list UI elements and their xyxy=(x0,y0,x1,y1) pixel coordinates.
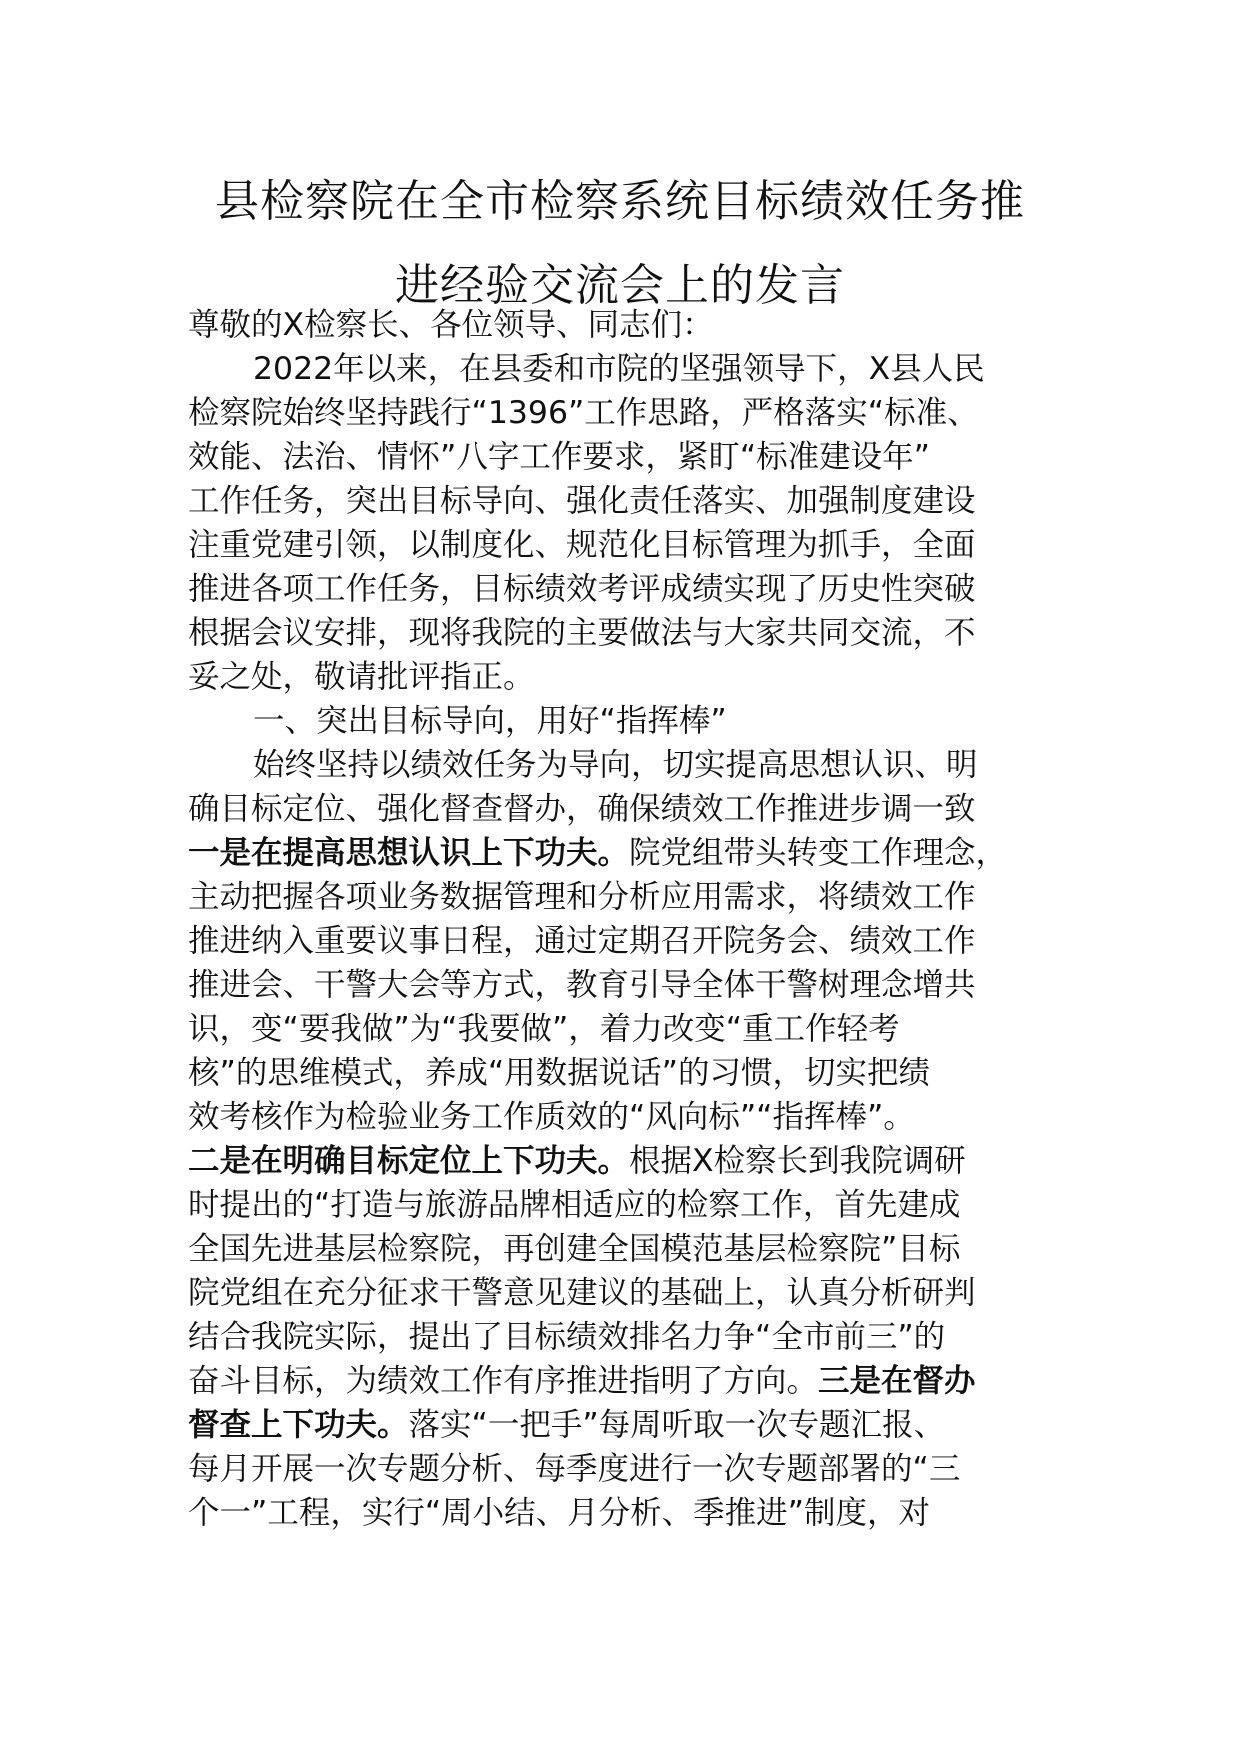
paragraph-line: 注重党建引领，以制度化、规范化目标管理为抓手，全面 xyxy=(188,527,976,563)
point-1-line xyxy=(188,831,1088,875)
paragraph-line: 主动把握各项业务数据管理和分析应用需求，将绩效工作 xyxy=(188,879,976,915)
paragraph-line: 检察院始终坚持践行“1396”工作思路，严格落实“标准、 xyxy=(188,395,979,431)
paragraph-line: 个一”工程，实行“周小结、月分析、季推进”制度，对 xyxy=(188,1495,930,1531)
point-3-text: 落实“一把手”每周听取一次专题汇报、 xyxy=(408,1407,946,1443)
paragraph-line: 妥之处，敬请批评指正。 xyxy=(188,659,535,695)
paragraph-line: 确目标定位、强化督查督办，确保绩效工作推进步调一致 xyxy=(188,791,976,827)
paragraph-line: 结合我院实际，提出了目标绩效排名力争“全市前三”的 xyxy=(188,1319,946,1355)
paragraph-line: 效能、法治、情怀”八字工作要求，紧盯“标准建设年” xyxy=(188,439,930,475)
paragraph-line: 推进会、干警大会等方式，教育引导全体干警树理念增共 xyxy=(188,967,976,1003)
greeting: 尊敬的X检察长、各位领导、同志们： xyxy=(188,307,714,343)
paragraph-line: 院党组在充分征求干警意见建议的基础上，认真分析研判 xyxy=(188,1275,976,1311)
point-3-heading-end: 督查上下功夫。 xyxy=(188,1407,409,1443)
paragraph-line: 始终坚持以绩效任务为导向，切实提高思想认识、明 xyxy=(253,747,978,783)
paragraph-line: 识，变“要我做”为“我要做”，着力改变“重工作轻考 xyxy=(188,1011,900,1047)
point-3-heading-start: 三是在督办 xyxy=(818,1363,976,1399)
point-2-line xyxy=(188,1139,1088,1183)
section-heading: 一、突出目标导向，用好“指挥棒” xyxy=(253,703,727,739)
paragraph-line: 推进各项工作任务，目标绩效考评成绩实现了历史性突破 xyxy=(188,571,976,607)
paragraph-line: 核”的思维模式，养成“用数据说话”的习惯，切实把绩 xyxy=(188,1055,930,1091)
paragraph-line: 全国先进基层检察院，再创建全国模范基层检察院”目标 xyxy=(188,1231,961,1267)
point-2-text: 根据X检察长到我院调研 xyxy=(629,1143,966,1179)
point-2-closing: 奋斗目标，为绩效工作有序推进指明了方向。 xyxy=(188,1363,819,1399)
document-title-line-1: 县检察院在全市检察系统目标绩效任务推 xyxy=(215,176,1025,227)
document-title-line-2: 进经验交流会上的发言 xyxy=(395,260,845,311)
point-1-heading: 一是在提高思想认识上下功夫。 xyxy=(188,835,630,871)
paragraph-line: 每月开展一次专题分析、每季度进行一次专题部署的“三 xyxy=(188,1451,961,1487)
paragraph-line: 工作任务，突出目标导向、强化责任落实、加强制度建设 xyxy=(188,483,976,519)
point-1-text: 院党组带头转变工作理念， xyxy=(629,835,1008,871)
point-3-line xyxy=(188,1359,1088,1403)
point-2-heading: 二是在明确目标定位上下功夫。 xyxy=(188,1143,630,1179)
paragraph-line: 时提出的“打造与旅游品牌相适应的检察工作，首先建成 xyxy=(188,1187,961,1223)
point-3-line xyxy=(188,1403,1088,1447)
paragraph-line: 2022年以来，在县委和市院的坚强领导下，X县人民 xyxy=(253,351,985,387)
paragraph-line: 推进纳入重要议事日程，通过定期召开院务会、绩效工作 xyxy=(188,923,976,959)
paragraph-line: 根据会议安排，现将我院的主要做法与大家共同交流，不 xyxy=(188,615,976,651)
paragraph-line: 效考核作为检验业务工作质效的“风向标”“指挥棒”。 xyxy=(188,1099,915,1135)
